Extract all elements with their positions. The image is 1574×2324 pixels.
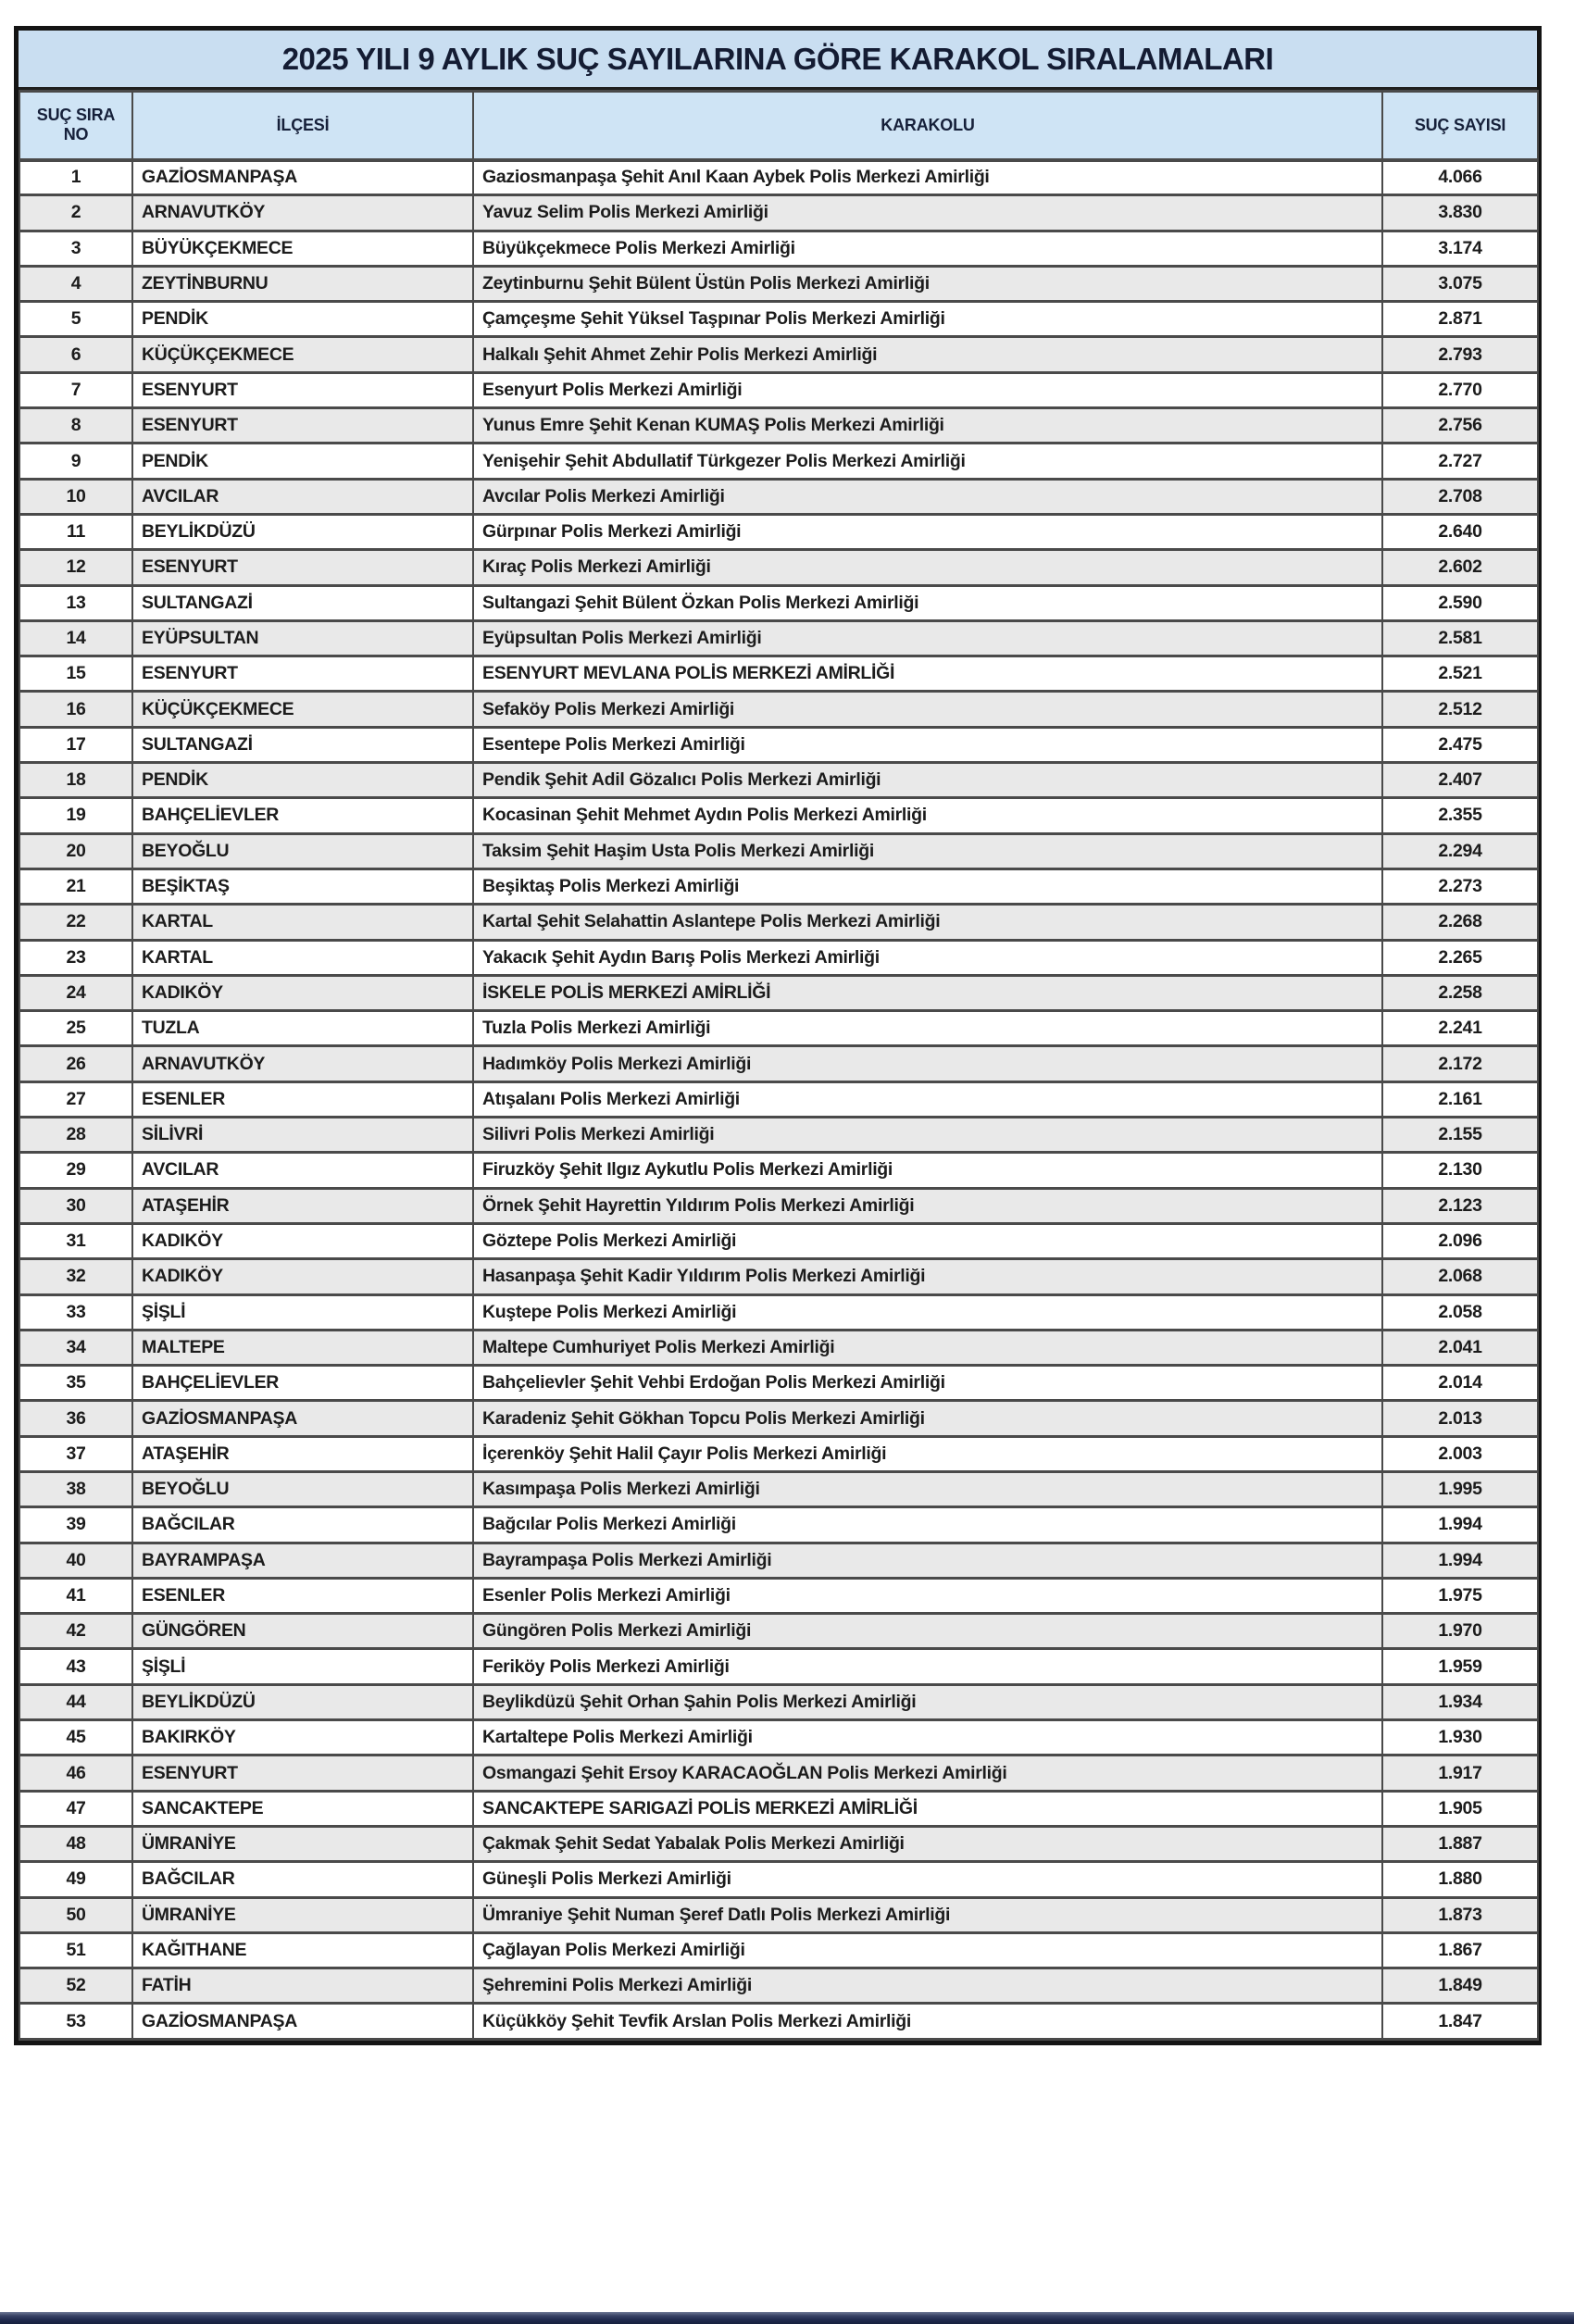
table-row xyxy=(19,1081,1538,1117)
rank-cell: 39 xyxy=(19,1507,132,1543)
table-row xyxy=(19,1826,1538,1861)
count-cell: 1.880 xyxy=(1382,1862,1538,1897)
district-cell: BAHÇELİEVLER xyxy=(132,798,473,833)
table-row xyxy=(19,1366,1538,1401)
table-row xyxy=(19,585,1538,620)
district-cell: PENDİK xyxy=(132,444,473,479)
count-cell: 2.521 xyxy=(1382,656,1538,692)
count-cell: 2.241 xyxy=(1382,1011,1538,1046)
count-cell: 2.640 xyxy=(1382,514,1538,549)
bottom-window-bar xyxy=(0,2312,1574,2324)
district-cell: ŞİŞLİ xyxy=(132,1649,473,1684)
rank-cell: 35 xyxy=(19,1366,132,1401)
district-cell: GAZİOSMANPAŞA xyxy=(132,1401,473,1436)
station-cell: Bağcılar Polis Merkezi Amirliği xyxy=(473,1507,1382,1543)
table-row xyxy=(19,656,1538,692)
station-cell: Gaziosmanpaşa Şehit Anıl Kaan Aybek Polis Merkezi Amirliği xyxy=(473,160,1382,195)
district-cell: KARTAL xyxy=(132,905,473,940)
count-cell: 2.068 xyxy=(1382,1259,1538,1294)
table-row xyxy=(19,1543,1538,1578)
table-row xyxy=(19,1153,1538,1188)
district-cell: AVCILAR xyxy=(132,479,473,514)
count-cell: 2.590 xyxy=(1382,585,1538,620)
column-header-rank: SUÇ SIRA NO xyxy=(19,92,132,160)
rank-cell: 44 xyxy=(19,1684,132,1719)
count-cell: 2.172 xyxy=(1382,1046,1538,1081)
station-cell: Avcılar Polis Merkezi Amirliği xyxy=(473,479,1382,514)
count-cell: 2.871 xyxy=(1382,302,1538,337)
table-row xyxy=(19,1897,1538,1932)
table-row xyxy=(19,444,1538,479)
district-cell: ESENYURT xyxy=(132,408,473,444)
count-cell: 1.917 xyxy=(1382,1755,1538,1791)
count-cell: 3.174 xyxy=(1382,231,1538,266)
table-row xyxy=(19,1578,1538,1613)
table-row xyxy=(19,1507,1538,1543)
count-cell: 2.708 xyxy=(1382,479,1538,514)
station-cell: Esenler Polis Merkezi Amirliği xyxy=(473,1578,1382,1613)
table-row xyxy=(19,1614,1538,1649)
district-cell: BAKIRKÖY xyxy=(132,1720,473,1755)
table-row xyxy=(19,160,1538,195)
table-row xyxy=(19,1968,1538,2004)
district-cell: ESENLER xyxy=(132,1081,473,1117)
table-row xyxy=(19,302,1538,337)
count-cell: 2.355 xyxy=(1382,798,1538,833)
table-row xyxy=(19,1436,1538,1471)
table-row xyxy=(19,231,1538,266)
rank-cell: 5 xyxy=(19,302,132,337)
table-row xyxy=(19,1118,1538,1153)
rank-cell: 53 xyxy=(19,2004,132,2039)
rank-cell: 47 xyxy=(19,1791,132,1826)
rank-cell: 22 xyxy=(19,905,132,940)
station-cell: Halkalı Şehit Ahmet Zehir Polis Merkezi Amirliği xyxy=(473,337,1382,372)
station-cell: Yunus Emre Şehit Kenan KUMAŞ Polis Merkezi Amirliği xyxy=(473,408,1382,444)
district-cell: TUZLA xyxy=(132,1011,473,1046)
station-cell: Küçükköy Şehit Tevfik Arslan Polis Merkezi Amirliği xyxy=(473,2004,1382,2039)
station-cell: Eyüpsultan Polis Merkezi Amirliği xyxy=(473,620,1382,656)
count-cell: 2.475 xyxy=(1382,727,1538,762)
count-cell: 1.873 xyxy=(1382,1897,1538,1932)
station-cell: Hadımköy Polis Merkezi Amirliği xyxy=(473,1046,1382,1081)
station-cell: Örnek Şehit Hayrettin Yıldırım Polis Merkezi Amirliği xyxy=(473,1188,1382,1223)
district-cell: KARTAL xyxy=(132,940,473,975)
table-header xyxy=(19,92,1538,160)
page-title: 2025 YILI 9 AYLIK SUÇ SAYILARINA GÖRE KARAKOL SIRALAMALARI xyxy=(281,41,1274,76)
column-header-count: SUÇ SAYISI xyxy=(1382,92,1538,160)
count-cell: 2.013 xyxy=(1382,1401,1538,1436)
count-cell: 2.512 xyxy=(1382,692,1538,727)
station-cell: Gürpınar Polis Merkezi Amirliği xyxy=(473,514,1382,549)
rank-cell: 17 xyxy=(19,727,132,762)
district-cell: GAZİOSMANPAŞA xyxy=(132,2004,473,2039)
rank-cell: 50 xyxy=(19,1897,132,1932)
district-cell: KADIKÖY xyxy=(132,1223,473,1258)
count-cell: 1.994 xyxy=(1382,1507,1538,1543)
rank-cell: 18 xyxy=(19,763,132,798)
district-cell: ZEYTİNBURNU xyxy=(132,266,473,301)
station-cell: Çakmak Şehit Sedat Yabalak Polis Merkezi Amirliği xyxy=(473,1826,1382,1861)
station-cell: Yavuz Selim Polis Merkezi Amirliği xyxy=(473,195,1382,231)
count-cell: 2.014 xyxy=(1382,1366,1538,1401)
table-row xyxy=(19,266,1538,301)
district-cell: SANCAKTEPE xyxy=(132,1791,473,1826)
count-cell: 2.793 xyxy=(1382,337,1538,372)
district-cell: ÜMRANİYE xyxy=(132,1826,473,1861)
district-cell: SİLİVRİ xyxy=(132,1118,473,1153)
table-row xyxy=(19,868,1538,904)
rank-cell: 31 xyxy=(19,1223,132,1258)
station-cell: Ümraniye Şehit Numan Şeref Datlı Polis Merkezi Amirliği xyxy=(473,1897,1382,1932)
district-cell: MALTEPE xyxy=(132,1330,473,1365)
table-title-bar xyxy=(19,31,1537,90)
district-cell: ESENYURT xyxy=(132,550,473,585)
rank-cell: 36 xyxy=(19,1401,132,1436)
table-body xyxy=(19,160,1538,2040)
table-row xyxy=(19,1401,1538,1436)
district-cell: ESENYURT xyxy=(132,656,473,692)
rank-cell: 12 xyxy=(19,550,132,585)
count-cell: 2.155 xyxy=(1382,1118,1538,1153)
rank-cell: 10 xyxy=(19,479,132,514)
station-cell: Silivri Polis Merkezi Amirliği xyxy=(473,1118,1382,1153)
count-cell: 1.930 xyxy=(1382,1720,1538,1755)
station-cell: Kasımpaşa Polis Merkezi Amirliği xyxy=(473,1471,1382,1506)
rank-cell: 46 xyxy=(19,1755,132,1791)
table-row xyxy=(19,1684,1538,1719)
district-cell: AVCILAR xyxy=(132,1153,473,1188)
count-cell: 3.830 xyxy=(1382,195,1538,231)
rank-cell: 15 xyxy=(19,656,132,692)
header-row xyxy=(19,92,1538,160)
district-cell: KADIKÖY xyxy=(132,1259,473,1294)
table-row xyxy=(19,1188,1538,1223)
station-cell: Zeytinburnu Şehit Bülent Üstün Polis Merkezi Amirliği xyxy=(473,266,1382,301)
column-header-station: KARAKOLU xyxy=(473,92,1382,160)
count-cell: 2.130 xyxy=(1382,1153,1538,1188)
station-cell: Çağlayan Polis Merkezi Amirliği xyxy=(473,1932,1382,1968)
district-cell: ÜMRANİYE xyxy=(132,1897,473,1932)
table-row xyxy=(19,1294,1538,1330)
table-row xyxy=(19,798,1538,833)
count-cell: 2.602 xyxy=(1382,550,1538,585)
rank-cell: 25 xyxy=(19,1011,132,1046)
table-row xyxy=(19,1755,1538,1791)
district-cell: ATAŞEHİR xyxy=(132,1436,473,1471)
station-cell: Kıraç Polis Merkezi Amirliği xyxy=(473,550,1382,585)
station-cell: Bahçelievler Şehit Vehbi Erdoğan Polis Merkezi Amirliği xyxy=(473,1366,1382,1401)
rank-cell: 16 xyxy=(19,692,132,727)
station-cell: Feriköy Polis Merkezi Amirliği xyxy=(473,1649,1382,1684)
table-row xyxy=(19,1011,1538,1046)
station-cell: ESENYURT MEVLANA POLİS MERKEZİ AMİRLİĞİ xyxy=(473,656,1382,692)
station-cell: Kocasinan Şehit Mehmet Aydın Polis Merkezi Amirliği xyxy=(473,798,1382,833)
count-cell: 2.096 xyxy=(1382,1223,1538,1258)
station-cell: İçerenköy Şehit Halil Çayır Polis Merkezi Amirliği xyxy=(473,1436,1382,1471)
rank-cell: 38 xyxy=(19,1471,132,1506)
district-cell: ESENYURT xyxy=(132,372,473,407)
district-cell: ARNAVUTKÖY xyxy=(132,195,473,231)
table-row xyxy=(19,1259,1538,1294)
station-cell: Güngören Polis Merkezi Amirliği xyxy=(473,1614,1382,1649)
rank-cell: 9 xyxy=(19,444,132,479)
district-cell: PENDİK xyxy=(132,302,473,337)
station-cell: Karadeniz Şehit Gökhan Topcu Polis Merkezi Amirliği xyxy=(473,1401,1382,1436)
station-cell: İSKELE POLİS MERKEZİ AMİRLİĞİ xyxy=(473,975,1382,1010)
rank-cell: 21 xyxy=(19,868,132,904)
rank-cell: 43 xyxy=(19,1649,132,1684)
district-cell: BAHÇELİEVLER xyxy=(132,1366,473,1401)
table-row xyxy=(19,337,1538,372)
station-cell: Çamçeşme Şehit Yüksel Taşpınar Polis Merkezi Amirliği xyxy=(473,302,1382,337)
count-cell: 2.581 xyxy=(1382,620,1538,656)
rank-cell: 23 xyxy=(19,940,132,975)
table-row xyxy=(19,1649,1538,1684)
count-cell: 2.294 xyxy=(1382,833,1538,868)
rank-cell: 7 xyxy=(19,372,132,407)
count-cell: 2.258 xyxy=(1382,975,1538,1010)
table-row xyxy=(19,940,1538,975)
rank-cell: 51 xyxy=(19,1932,132,1968)
rank-cell: 2 xyxy=(19,195,132,231)
column-header-district: İLÇESİ xyxy=(132,92,473,160)
table-row xyxy=(19,550,1538,585)
rank-cell: 45 xyxy=(19,1720,132,1755)
district-cell: KÜÇÜKÇEKMECE xyxy=(132,337,473,372)
count-cell: 1.867 xyxy=(1382,1932,1538,1968)
table-row xyxy=(19,479,1538,514)
rank-cell: 32 xyxy=(19,1259,132,1294)
district-cell: EYÜPSULTAN xyxy=(132,620,473,656)
district-cell: BAĞCILAR xyxy=(132,1862,473,1897)
count-cell: 1.959 xyxy=(1382,1649,1538,1684)
district-cell: SULTANGAZİ xyxy=(132,727,473,762)
station-cell: Maltepe Cumhuriyet Polis Merkezi Amirliği xyxy=(473,1330,1382,1365)
station-cell: Yakacık Şehit Aydın Barış Polis Merkezi Amirliği xyxy=(473,940,1382,975)
station-cell: Göztepe Polis Merkezi Amirliği xyxy=(473,1223,1382,1258)
count-cell: 1.934 xyxy=(1382,1684,1538,1719)
district-cell: PENDİK xyxy=(132,763,473,798)
table-row xyxy=(19,1471,1538,1506)
rank-cell: 41 xyxy=(19,1578,132,1613)
rank-cell: 33 xyxy=(19,1294,132,1330)
rank-cell: 4 xyxy=(19,266,132,301)
station-cell: Pendik Şehit Adil Gözalıcı Polis Merkezi Amirliği xyxy=(473,763,1382,798)
rank-cell: 49 xyxy=(19,1862,132,1897)
rank-cell: 3 xyxy=(19,231,132,266)
rank-cell: 1 xyxy=(19,160,132,195)
district-cell: KAĞITHANE xyxy=(132,1932,473,1968)
count-cell: 1.970 xyxy=(1382,1614,1538,1649)
district-cell: ŞİŞLİ xyxy=(132,1294,473,1330)
rank-cell: 48 xyxy=(19,1826,132,1861)
table-row xyxy=(19,195,1538,231)
rank-cell: 27 xyxy=(19,1081,132,1117)
count-cell: 1.975 xyxy=(1382,1578,1538,1613)
count-cell: 3.075 xyxy=(1382,266,1538,301)
station-cell: Atışalanı Polis Merkezi Amirliği xyxy=(473,1081,1382,1117)
table-row xyxy=(19,975,1538,1010)
count-cell: 1.905 xyxy=(1382,1791,1538,1826)
count-cell: 2.123 xyxy=(1382,1188,1538,1223)
station-cell: Büyükçekmece Polis Merkezi Amirliği xyxy=(473,231,1382,266)
rank-cell: 29 xyxy=(19,1153,132,1188)
table-row xyxy=(19,1720,1538,1755)
table-row xyxy=(19,1862,1538,1897)
station-cell: Kartaltepe Polis Merkezi Amirliği xyxy=(473,1720,1382,1755)
count-cell: 1.994 xyxy=(1382,1543,1538,1578)
table-row xyxy=(19,1046,1538,1081)
ranking-table xyxy=(19,90,1539,2041)
rank-cell: 6 xyxy=(19,337,132,372)
rank-cell: 30 xyxy=(19,1188,132,1223)
count-cell: 1.847 xyxy=(1382,2004,1538,2039)
district-cell: ARNAVUTKÖY xyxy=(132,1046,473,1081)
count-cell: 2.058 xyxy=(1382,1294,1538,1330)
station-cell: Beylikdüzü Şehit Orhan Şahin Polis Merkezi Amirliği xyxy=(473,1684,1382,1719)
station-cell: Sefaköy Polis Merkezi Amirliği xyxy=(473,692,1382,727)
rank-cell: 40 xyxy=(19,1543,132,1578)
table-row xyxy=(19,1330,1538,1365)
station-cell: Kartal Şehit Selahattin Aslantepe Polis Merkezi Amirliği xyxy=(473,905,1382,940)
station-cell: Beşiktaş Polis Merkezi Amirliği xyxy=(473,868,1382,904)
count-cell: 2.161 xyxy=(1382,1081,1538,1117)
district-cell: GÜNGÖREN xyxy=(132,1614,473,1649)
table-row xyxy=(19,763,1538,798)
table-row xyxy=(19,692,1538,727)
table-row xyxy=(19,727,1538,762)
table-row xyxy=(19,1223,1538,1258)
district-cell: BÜYÜKÇEKMECE xyxy=(132,231,473,266)
rank-cell: 8 xyxy=(19,408,132,444)
station-cell: SANCAKTEPE SARIGAZİ POLİS MERKEZİ AMİRLİĞİ xyxy=(473,1791,1382,1826)
district-cell: BEŞİKTAŞ xyxy=(132,868,473,904)
count-cell: 2.407 xyxy=(1382,763,1538,798)
count-cell: 2.041 xyxy=(1382,1330,1538,1365)
ranking-table-container xyxy=(14,26,1542,2045)
count-cell: 4.066 xyxy=(1382,160,1538,195)
table-row xyxy=(19,833,1538,868)
station-cell: Esentepe Polis Merkezi Amirliği xyxy=(473,727,1382,762)
table-row xyxy=(19,372,1538,407)
table-row xyxy=(19,905,1538,940)
table-row xyxy=(19,2004,1538,2039)
table-row xyxy=(19,1791,1538,1826)
district-cell: GAZİOSMANPAŞA xyxy=(132,160,473,195)
station-cell: Osmangazi Şehit Ersoy KARACAOĞLAN Polis Merkezi Amirliği xyxy=(473,1755,1382,1791)
rank-cell: 11 xyxy=(19,514,132,549)
district-cell: ESENLER xyxy=(132,1578,473,1613)
rank-cell: 19 xyxy=(19,798,132,833)
count-cell: 2.756 xyxy=(1382,408,1538,444)
count-cell: 2.273 xyxy=(1382,868,1538,904)
rank-cell: 42 xyxy=(19,1614,132,1649)
station-cell: Bayrampaşa Polis Merkezi Amirliği xyxy=(473,1543,1382,1578)
station-cell: Şehremini Polis Merkezi Amirliği xyxy=(473,1968,1382,2004)
district-cell: KÜÇÜKÇEKMECE xyxy=(132,692,473,727)
district-cell: BEYOĞLU xyxy=(132,833,473,868)
station-cell: Güneşli Polis Merkezi Amirliği xyxy=(473,1862,1382,1897)
count-cell: 2.003 xyxy=(1382,1436,1538,1471)
station-cell: Kuştepe Polis Merkezi Amirliği xyxy=(473,1294,1382,1330)
table-row xyxy=(19,514,1538,549)
rank-cell: 24 xyxy=(19,975,132,1010)
count-cell: 1.995 xyxy=(1382,1471,1538,1506)
station-cell: Esenyurt Polis Merkezi Amirliği xyxy=(473,372,1382,407)
rank-cell: 14 xyxy=(19,620,132,656)
station-cell: Firuzköy Şehit Ilgız Aykutlu Polis Merkezi Amirliği xyxy=(473,1153,1382,1188)
district-cell: BEYOĞLU xyxy=(132,1471,473,1506)
district-cell: BEYLİKDÜZÜ xyxy=(132,514,473,549)
station-cell: Taksim Şehit Haşim Usta Polis Merkezi Amirliği xyxy=(473,833,1382,868)
district-cell: ATAŞEHİR xyxy=(132,1188,473,1223)
station-cell: Yenişehir Şehit Abdullatif Türkgezer Polis Merkezi Amirliği xyxy=(473,444,1382,479)
rank-cell: 34 xyxy=(19,1330,132,1365)
rank-cell: 20 xyxy=(19,833,132,868)
rank-cell: 26 xyxy=(19,1046,132,1081)
district-cell: ESENYURT xyxy=(132,1755,473,1791)
rank-cell: 28 xyxy=(19,1118,132,1153)
count-cell: 2.727 xyxy=(1382,444,1538,479)
district-cell: KADIKÖY xyxy=(132,975,473,1010)
district-cell: BEYLİKDÜZÜ xyxy=(132,1684,473,1719)
station-cell: Sultangazi Şehit Bülent Özkan Polis Merkezi Amirliği xyxy=(473,585,1382,620)
count-cell: 2.770 xyxy=(1382,372,1538,407)
rank-cell: 13 xyxy=(19,585,132,620)
station-cell: Tuzla Polis Merkezi Amirliği xyxy=(473,1011,1382,1046)
count-cell: 1.887 xyxy=(1382,1826,1538,1861)
station-cell: Hasanpaşa Şehit Kadir Yıldırım Polis Merkezi Amirliği xyxy=(473,1259,1382,1294)
table-row xyxy=(19,408,1538,444)
rank-cell: 52 xyxy=(19,1968,132,2004)
district-cell: SULTANGAZİ xyxy=(132,585,473,620)
table-row xyxy=(19,1932,1538,1968)
table-row xyxy=(19,620,1538,656)
count-cell: 1.849 xyxy=(1382,1968,1538,2004)
rank-cell: 37 xyxy=(19,1436,132,1471)
district-cell: BAYRAMPAŞA xyxy=(132,1543,473,1578)
district-cell: FATİH xyxy=(132,1968,473,2004)
count-cell: 2.268 xyxy=(1382,905,1538,940)
count-cell: 2.265 xyxy=(1382,940,1538,975)
district-cell: BAĞCILAR xyxy=(132,1507,473,1543)
